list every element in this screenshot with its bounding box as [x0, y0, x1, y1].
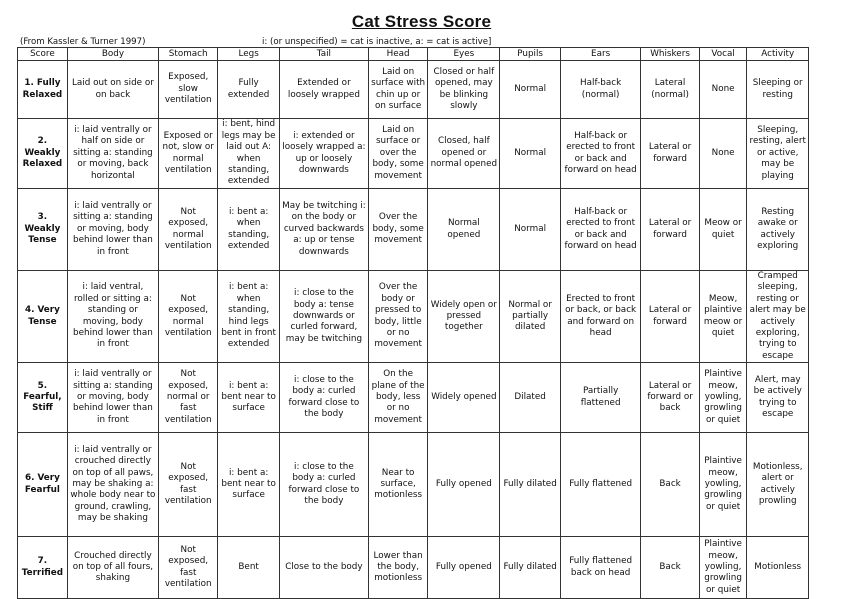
eyes-cell: Widely open or pressed together — [428, 271, 500, 363]
ears-cell: Fully flattened — [560, 433, 641, 537]
whiskers-cell: Lateral or forward — [641, 189, 699, 271]
vocal-cell: None — [699, 119, 747, 189]
header-stomach: Stomach — [159, 48, 218, 61]
activity-cell: Cramped sleeping, resting or alert may be actively exploring, trying to escape — [747, 271, 809, 363]
score-cell: 6. Very Fearful — [18, 433, 68, 537]
vocal-cell: Meow or quiet — [699, 189, 747, 271]
legs-cell: i: bent, hind legs may be laid out A: when standing, extended — [218, 119, 279, 189]
header-legs: Legs — [218, 48, 279, 61]
tail-cell: i: close to the body a: tense downwards or curled forward, may be twitching — [279, 271, 368, 363]
head-cell: Over the body or pressed to body, little or no movement — [368, 271, 427, 363]
eyes-cell: Fully opened — [428, 537, 500, 599]
header-ears: Ears — [560, 48, 641, 61]
pupils-cell: Dilated — [500, 363, 560, 433]
body-cell: i: laid ventrally or sitting a: standing or moving, body behind lower than in front — [67, 363, 158, 433]
tail-cell: i: close to the body a: curled forward close to the body — [279, 363, 368, 433]
ears-cell: Erected to front or back, or back and forward on head — [560, 271, 641, 363]
whiskers-cell: Back — [641, 433, 699, 537]
vocal-cell: None — [699, 61, 747, 119]
pupils-cell: Normal — [500, 61, 560, 119]
whiskers-cell: Lateral or forward or back — [641, 363, 699, 433]
tail-cell: i: extended or loosely wrapped a: up or loosely downwards — [279, 119, 368, 189]
eyes-cell: Closed or half opened, may be blinking slowly — [428, 61, 500, 119]
table-row — [18, 119, 809, 189]
stomach-cell: Not exposed, normal ventilation — [159, 271, 218, 363]
pupils-cell: Normal or partially dilated — [500, 271, 560, 363]
legs-cell: i: bent a: when standing, hind legs bent in front extended — [218, 271, 279, 363]
score-cell: 2. Weakly Relaxed — [18, 119, 68, 189]
activity-cell: Resting awake or actively exploring — [747, 189, 809, 271]
stomach-cell: Exposed, slow ventilation — [159, 61, 218, 119]
ears-cell: Fully flattened back on head — [560, 537, 641, 599]
stomach-cell: Not exposed, normal ventilation — [159, 189, 218, 271]
vocal-cell: Plaintive meow, yowling, growling or quiet — [699, 363, 747, 433]
score-cell: 7. Terrified — [18, 537, 68, 599]
vocal-cell: Plaintive meow, yowling, growling or quiet — [699, 537, 747, 599]
stress-score-table — [17, 47, 809, 599]
head-cell: Lower than the body, motionless — [368, 537, 427, 599]
page-title: Cat Stress Score — [351, 12, 492, 31]
pupils-cell: Fully dilated — [500, 537, 560, 599]
stomach-cell: Not exposed, fast ventilation — [159, 537, 218, 599]
stomach-cell: Not exposed, normal or fast ventilation — [159, 363, 218, 433]
header-pupils: Pupils — [500, 48, 560, 61]
tail-cell: Close to the body — [279, 537, 368, 599]
table-row — [18, 61, 809, 119]
stomach-cell: Exposed or not, slow or normal ventilation — [159, 119, 218, 189]
table-row — [18, 363, 809, 433]
header-activity: Activity — [747, 48, 809, 61]
header-body: Body — [67, 48, 158, 61]
ears-cell: Partially flattened — [560, 363, 641, 433]
table-row — [18, 271, 809, 363]
activity-cell: Alert, may be actively trying to escape — [747, 363, 809, 433]
score-cell: 3. Weakly Tense — [18, 189, 68, 271]
ears-cell: Half-back (normal) — [560, 61, 641, 119]
header-whiskers: Whiskers — [641, 48, 699, 61]
table-row — [18, 189, 809, 271]
body-cell: i: laid ventrally or half on side or sitting a: standing or moving, back horizontal — [67, 119, 158, 189]
pupils-cell: Normal — [500, 119, 560, 189]
head-cell: On the plane of the body, less or no movement — [368, 363, 427, 433]
activity-cell: Sleeping, resting, alert or active, may be playing — [747, 119, 809, 189]
head-cell: Laid on surface with chin up or on surface — [368, 61, 427, 119]
head-cell: Over the body, some movement — [368, 189, 427, 271]
whiskers-cell: Lateral (normal) — [641, 61, 699, 119]
body-cell: Crouched directly on top of all fours, shaking — [67, 537, 158, 599]
legs-cell: i: bent a: bent near to surface — [218, 433, 279, 537]
legend-note: i: (or unspecified) = cat is inactive, a: = cat is active] — [262, 37, 492, 47]
header-row — [18, 48, 809, 61]
eyes-cell: Normal opened — [428, 189, 500, 271]
tail-cell: Extended or loosely wrapped — [279, 61, 368, 119]
body-cell: i: laid ventral, rolled or sitting a: standing or moving, body behind lower than in front — [67, 271, 158, 363]
vocal-cell: Meow, plaintive meow or quiet — [699, 271, 747, 363]
head-cell: Near to surface, motionless — [368, 433, 427, 537]
legs-cell: i: bent a: bent near to surface — [218, 363, 279, 433]
whiskers-cell: Lateral or forward — [641, 271, 699, 363]
pupils-cell: Normal — [500, 189, 560, 271]
vocal-cell: Plaintive meow, yowling, growling or quiet — [699, 433, 747, 537]
legs-cell: Fully extended — [218, 61, 279, 119]
activity-cell: Motionless — [747, 537, 809, 599]
legs-cell: Bent — [218, 537, 279, 599]
body-cell: i: laid ventrally or sitting a: standing or moving, body behind lower than in front — [67, 189, 158, 271]
activity-cell: Motionless, alert or actively prowling — [747, 433, 809, 537]
eyes-cell: Fully opened — [428, 433, 500, 537]
pupils-cell: Fully dilated — [500, 433, 560, 537]
score-cell: 1. Fully Relaxed — [18, 61, 68, 119]
table-row — [18, 433, 809, 537]
eyes-cell: Closed, half opened or normal opened — [428, 119, 500, 189]
eyes-cell: Widely opened — [428, 363, 500, 433]
legs-cell: i: bent a: when standing, extended — [218, 189, 279, 271]
ears-cell: Half-back or erected to front or back and forward on head — [560, 119, 641, 189]
score-cell: 5. Fearful, Stiff — [18, 363, 68, 433]
body-cell: Laid out on side or on back — [67, 61, 158, 119]
source-citation: (From Kassler & Turner 1997) — [20, 37, 146, 47]
tail-cell: i: close to the body a: curled forward close to the body — [279, 433, 368, 537]
header-tail: Tail — [279, 48, 368, 61]
activity-cell: Sleeping or resting — [747, 61, 809, 119]
whiskers-cell: Lateral or forward — [641, 119, 699, 189]
header-score: Score — [18, 48, 68, 61]
header-eyes: Eyes — [428, 48, 500, 61]
tail-cell: May be twitching i: on the body or curved backwards a: up or tense downwards — [279, 189, 368, 271]
body-cell: i: laid ventrally or crouched directly on top of all paws, may be shaking a: whole body near to ground, crawling, may be shaking — [67, 433, 158, 537]
score-cell: 4. Very Tense — [18, 271, 68, 363]
head-cell: Laid on surface or over the body, some movement — [368, 119, 427, 189]
ears-cell: Half-back or erected to front or back and forward on head — [560, 189, 641, 271]
header-head: Head — [368, 48, 427, 61]
table-row — [18, 537, 809, 599]
whiskers-cell: Back — [641, 537, 699, 599]
stomach-cell: Not exposed, fast ventilation — [159, 433, 218, 537]
header-vocal: Vocal — [699, 48, 747, 61]
